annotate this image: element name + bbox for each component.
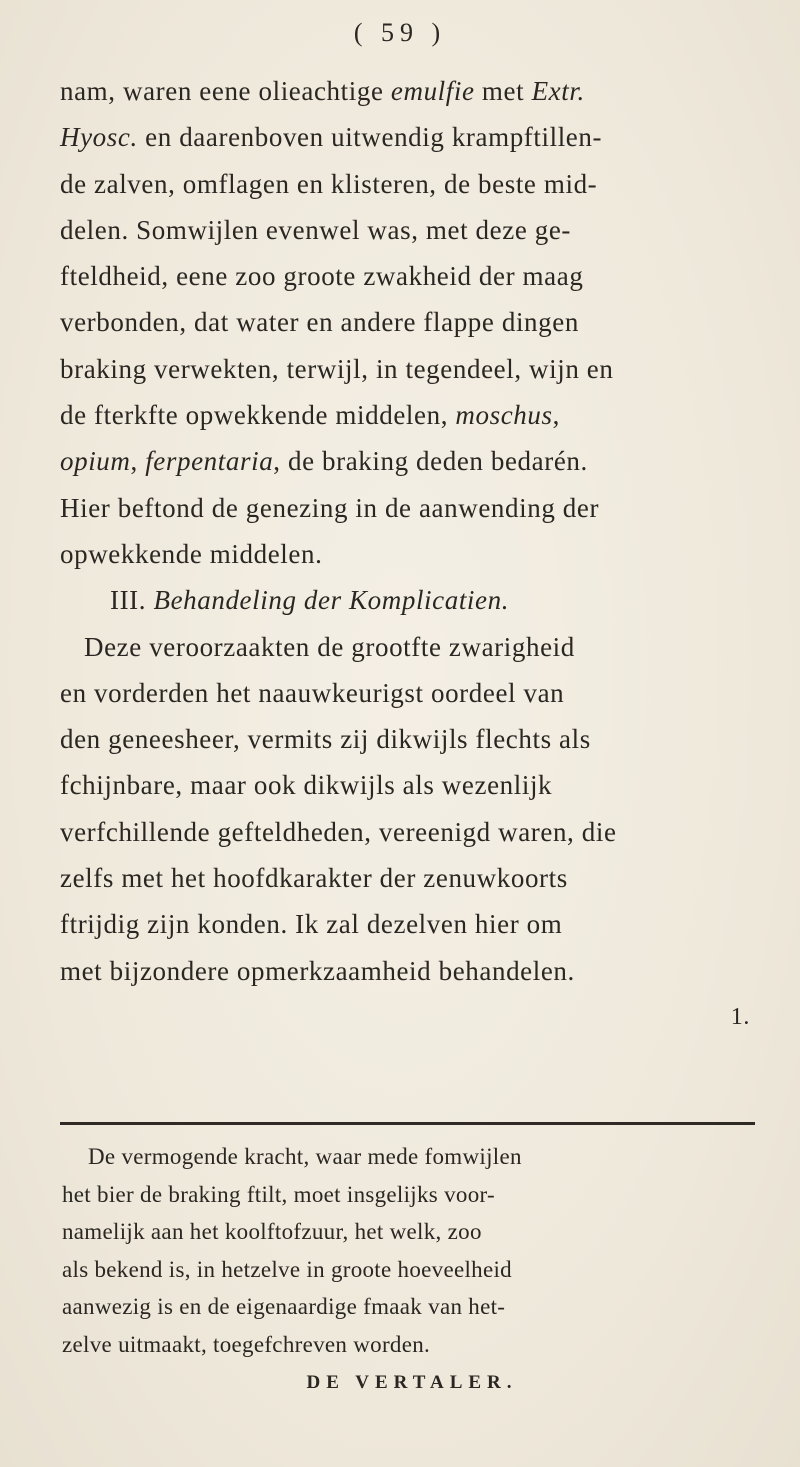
text-run: de fterkfte opwekkende middelen,: [60, 400, 456, 431]
footnote-line: als bekend is, in hetzelve in groote hoeveelheid: [62, 1256, 512, 1282]
text-run: opwekkende middelen.: [60, 538, 323, 569]
text-line: [60, 855, 760, 901]
text-line: [60, 253, 760, 299]
footnote: [62, 1138, 762, 1401]
section-heading: [60, 577, 760, 623]
footnote-text: [62, 1138, 762, 1364]
text-line: [60, 114, 760, 160]
text-run: verbonden, dat water en andere flappe dingen: [60, 307, 579, 338]
text-run: verfchillende gefteldheden, vereenigd waren, die: [60, 816, 617, 847]
paragraph-2: [60, 624, 760, 994]
text-line: [60, 207, 760, 253]
text-line: [60, 531, 760, 577]
text-line: [60, 346, 760, 392]
italic-term: Extr.: [531, 76, 585, 106]
text-run: Hier beftond de genezing in de aanwending der: [60, 492, 600, 523]
text-line: [60, 624, 760, 670]
main-text: [60, 68, 760, 1040]
text-run: ftrijdig zijn konden. Ik zal dezelven hier om: [60, 909, 563, 940]
footnote-line: namelijk aan het koolftofzuur, het welk, zoo: [62, 1219, 482, 1245]
paragraph-1: [60, 68, 760, 577]
text-run: nam, waren eene olieachtige: [60, 76, 391, 106]
text-line: [60, 762, 760, 808]
text-run: ,: [130, 446, 146, 477]
text-run: delen. Somwijlen evenwel was, met deze ge-: [60, 214, 572, 245]
text-run: en daarenboven uitwendig krampftillen-: [137, 122, 603, 153]
text-line: [60, 670, 760, 716]
text-line: [60, 809, 760, 855]
text-run: , de braking deden bedarén.: [273, 446, 588, 477]
italic-term: ferpentaria: [145, 446, 274, 477]
text-line: [60, 901, 760, 947]
text-run: zelfs met het hoofdkarakter der zenuwkoorts: [60, 863, 568, 894]
text-run: ,: [552, 400, 560, 431]
section-title: Behandeling der Komplicatien.: [153, 585, 510, 616]
section-number: III.: [110, 585, 147, 616]
text-run: en vorderden het naauwkeurigst oordeel van: [60, 677, 565, 708]
italic-term: moschus: [455, 400, 553, 431]
footnote-line: het bier de braking ftilt, moet insgelijks voor-: [62, 1181, 495, 1207]
text-run: de zalven, omflagen en klisteren, de beste mid-: [60, 168, 598, 199]
text-run: fchijnbare, maar ook dikwijls als wezenlijk: [60, 770, 553, 801]
text-line: [60, 438, 760, 484]
catchword: 1.: [730, 1003, 750, 1030]
text-run: fteldheid, eene zoo groote zwakheid der maag: [60, 261, 584, 292]
text-run: met bijzondere opmerkzaamheid behandelen.: [60, 955, 575, 986]
text-run: braking verwekten, terwijl, in tegendeel, wijn en: [60, 353, 614, 384]
italic-term: emulfie: [390, 76, 475, 106]
italic-term: Hyosc.: [60, 122, 138, 153]
footnote-rule: [60, 1122, 755, 1125]
text-line: [60, 716, 760, 762]
footnote-line: aanwezig is en de eigenaardige fmaak van het-: [62, 1294, 506, 1320]
text-line: [60, 161, 760, 207]
footnote-line: zelve uitmaakt, toegefchreven worden.: [62, 1331, 431, 1357]
text-line: [60, 485, 760, 531]
page-number: ( 59 ): [353, 18, 447, 47]
text-run: Deze veroorzaakten de grootfte zwarigheid: [84, 631, 575, 662]
text-line: [60, 392, 760, 438]
italic-term: opium: [60, 446, 131, 477]
footnote-line: De vermogende kracht, waar mede fomwijlen: [88, 1144, 522, 1169]
translator-signature: DE VERTALER.: [306, 1371, 518, 1393]
text-run: den geneesheer, vermits zij dikwijls flechts als: [60, 724, 591, 755]
text-line: [60, 68, 760, 114]
text-line: [60, 948, 760, 994]
text-run: met: [474, 76, 532, 106]
text-line: [60, 299, 760, 345]
